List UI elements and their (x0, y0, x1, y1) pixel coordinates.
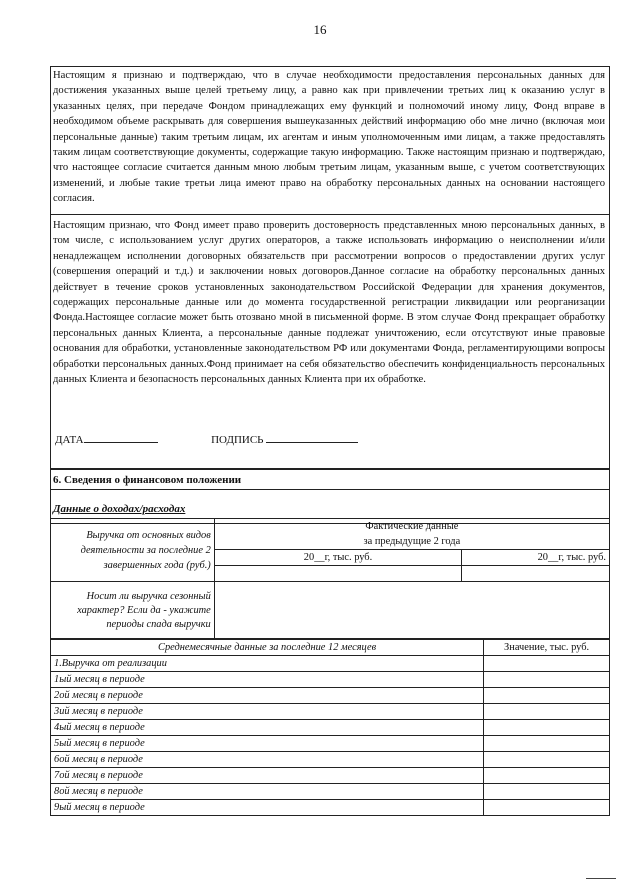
table-row (51, 704, 610, 720)
row-value[interactable] (484, 768, 610, 784)
row-label: 8ой месяц в периоде (51, 784, 484, 800)
section-6-title: 6. Сведения о финансовом положении (53, 474, 242, 486)
signature-label: ПОДПИСЬ (211, 434, 264, 446)
table-row (51, 736, 610, 752)
row-value[interactable] (484, 736, 610, 752)
signature-line[interactable] (266, 431, 358, 443)
year-2-value[interactable] (462, 566, 610, 582)
row-value[interactable] (484, 656, 610, 672)
row-value[interactable] (484, 672, 610, 688)
row-label: 1.Выручка от реализации (51, 656, 484, 672)
table-row (51, 800, 610, 816)
actual-data-header-line2: за предыдущие 2 года (363, 536, 461, 547)
value-header: Значение, тыс. руб. (484, 639, 610, 656)
revenue-label: Выручка от основных видов деятельности за последние 2 завершенных года (руб.) (51, 519, 215, 582)
actual-data-header (214, 519, 609, 550)
consent-paragraph-2: Настоящим признаю, что Фонд имеет право проверить достоверность представленных мною персональных данных, в том числе, с использованием услуг других операторов, а также использовать информацию о неисполнении и/или ненадлежащем исполнении договорных обязательств при рассмотрении вопросов о предоставлении других услуг (совершения операций и т.д.) и заключении новых договоров.Данное согласие на обработку персональных данных действует в течение сроков установленных законодательством Российской Федерации для хранения документов, содержащих персональные данные или до момента государственной регистрации ликвидации или реорганизации Фонда.Настоящее согласие может быть отозвано мной в письменной форме. В этом случае Фонд прекращает обработку персональных данных Клиента, а персональные данные подлежат уничтожению, если отсутствуют иные правовые основания для обработки, установленные законодательством РФ или документами Фонда, регламентирующими вопросы обработки персональных данных.Фонд принимает на себя обязательство обеспечить конфиденциальность персональных данных Клиента и безопасность персональных данных Клиента при их обработке. (53, 220, 605, 386)
row-value[interactable] (484, 784, 610, 800)
table-row (51, 752, 610, 768)
consent-divider (50, 214, 610, 215)
year-col-2: 20__г, тыс. руб. (462, 550, 610, 566)
row-label: 3ий месяц в периоде (51, 704, 484, 720)
row-value[interactable] (484, 688, 610, 704)
revenue-table (50, 518, 610, 640)
income-expense-subtitle: Данные о доходах/расходах (53, 503, 186, 515)
row-label: 2ой месяц в периоде (51, 688, 484, 704)
row-label: 6ой месяц в периоде (51, 752, 484, 768)
signature-row (55, 431, 358, 446)
section-divider (50, 468, 610, 470)
table-row (51, 688, 610, 704)
page-number: 16 (313, 22, 327, 37)
consent-paragraph-1: Настоящим я признаю и подтверждаю, что в случае необходимости предоставления персональных данных для достижения указанных выше целей третьему лицу, а равно как при привлечении третьих лиц к оказанию услуг в указанных целях, при передаче Фондом принадлежащих ему функций и полномочий иному лицу, Фонд вправе в необходимом объеме раскрывать для совершения вышеуказанных действий информацию обо мне лично (включая мои персональные данные) таким третьим лицам, их агентам и иным уполномоченным ими лицам, а также предоставлять таким лицам соответствующие документы, содержащие такую информацию. Также настоящим признаю и подтверждаю, что настоящее согласие считается данным мною любым третьим лицам, указанным выше, с учетом соответствующих изменений, и любые такие третьи лица имеют право на обработку персональных данных на основании настоящего согласия. (53, 70, 605, 205)
table-row (51, 720, 610, 736)
row-value[interactable] (484, 800, 610, 816)
monthly-table (50, 638, 610, 816)
year-col-1: 20__г, тыс. руб. (214, 550, 461, 566)
row-label: 7ой месяц в периоде (51, 768, 484, 784)
row-label: 9ый месяц в периоде (51, 800, 484, 816)
actual-data-header-line1: Фактические данные (365, 521, 459, 532)
footer-mark (586, 878, 616, 879)
section-title-divider (50, 489, 610, 490)
table-row (51, 656, 610, 672)
table-row (51, 784, 610, 800)
row-label: 4ый месяц в периоде (51, 720, 484, 736)
row-value[interactable] (484, 752, 610, 768)
date-line[interactable] (84, 431, 158, 443)
date-label: ДАТА (55, 434, 84, 446)
year-1-value[interactable] (214, 566, 461, 582)
monthly-header: Среднемесячные данные за последние 12 месяцев (51, 639, 484, 656)
table-row (51, 672, 610, 688)
row-label: 1ый месяц в периоде (51, 672, 484, 688)
row-value[interactable] (484, 720, 610, 736)
row-value[interactable] (484, 704, 610, 720)
row-label: 5ый месяц в периоде (51, 736, 484, 752)
seasonal-label: Носит ли выручка сезонный характер? Если да - укажите периоды спада выручки (51, 582, 215, 640)
table-row (51, 768, 610, 784)
seasonal-answer[interactable] (214, 582, 609, 640)
